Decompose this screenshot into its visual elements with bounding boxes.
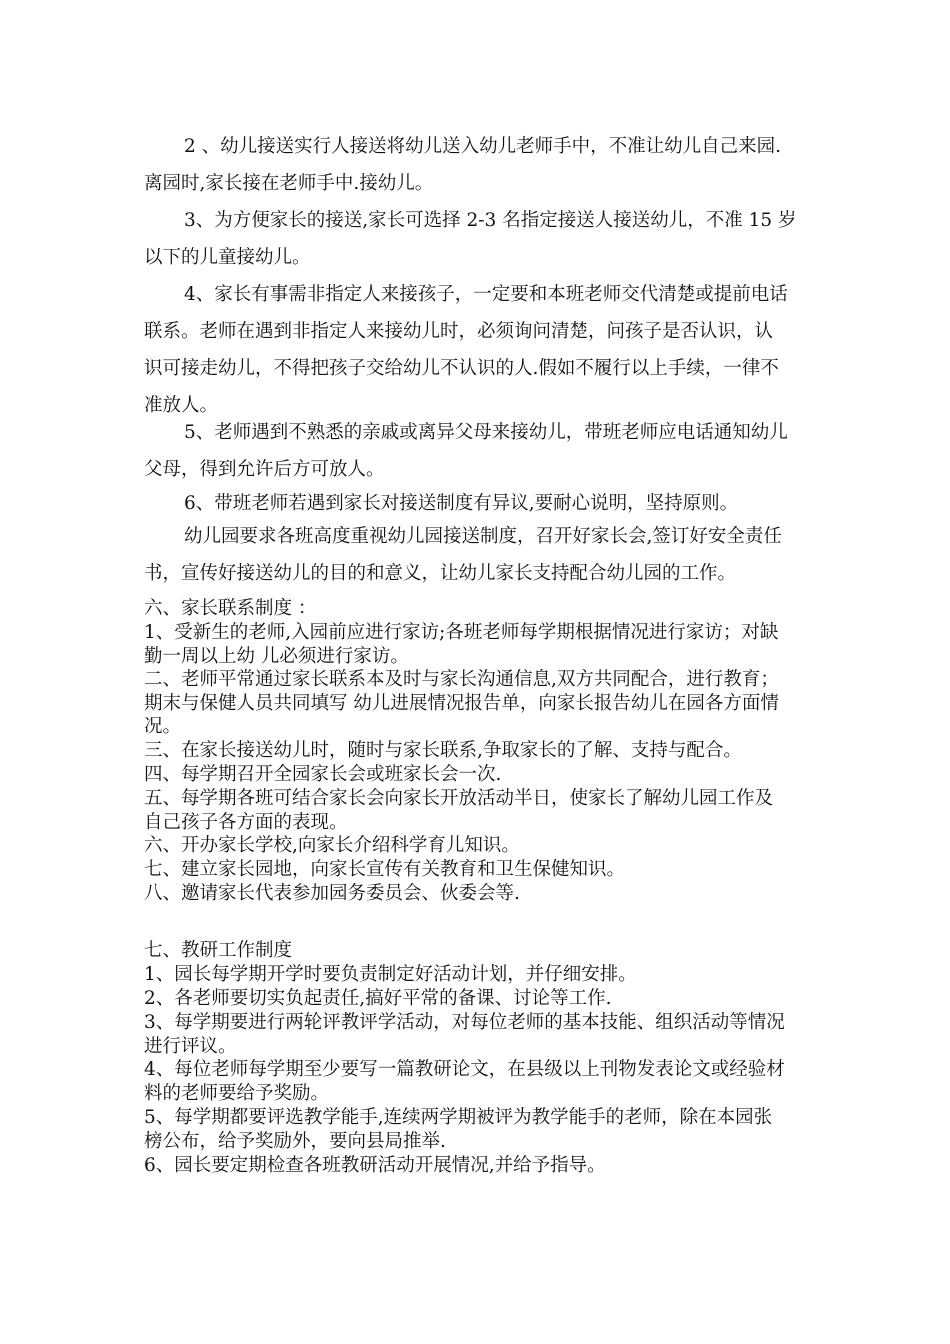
text-line: 五、每学期各班可结合家长会向家长开放活动半日，使家长了解幼儿园工作及 [144, 788, 774, 809]
parent-contact-item-6 [144, 834, 808, 858]
research-heading: 七、教研工作制度 [144, 940, 293, 961]
text-line: 况。 [144, 716, 182, 737]
text-line: 勤一周以上幼 儿必须进行家访。 [144, 645, 409, 667]
pickup-summary [144, 518, 808, 592]
parent-contact-item-2 [144, 668, 808, 739]
text-line: 2 、幼儿接送实行人接送将幼儿送入幼儿老师手中，不准让幼儿自己来园. [184, 136, 782, 157]
text-line: 5、每学期都要评选教学能手,连续两学期被评为教学能手的老师，除在本园张 [144, 1107, 773, 1128]
text-line: 联系。老师在遇到非指定人来接幼儿时，必须询问清楚，问孩子是否认识，认 [144, 321, 774, 342]
parent-contact-item-7 [144, 858, 808, 882]
text-line: 1、园长每学期开学时要负责制定好活动计划，并仔细安排。 [144, 964, 637, 985]
text-line: 识可接走幼儿，不得把孩子交给幼儿不认识的人.假如不履行以上手续，一律不 [144, 358, 779, 379]
text-line: 六、开办家长学校,向家长介绍科学育儿知识。 [144, 835, 520, 856]
text-line: 父母，得到允许后方可放人。 [144, 459, 385, 480]
text-line: 5、老师遇到不熟悉的亲戚或离异父母来接幼儿，带班老师应电话通知幼儿 [184, 422, 788, 443]
research-item-4 [144, 1058, 808, 1105]
pickup-rule-4 [144, 276, 808, 424]
text-line: 6、带班老师若遇到家长对接送制度有异议,要耐心说明，坚持原则。 [184, 493, 739, 514]
research-item-5 [144, 1106, 808, 1153]
text-line: 料的老师要给予奖励。 [144, 1082, 330, 1104]
parent-contact-item-5 [144, 787, 808, 834]
text-line: 榜公布，给予奖励外，要向县局推举. [144, 1130, 446, 1152]
parent-contact-item-1 [144, 621, 808, 668]
text-line: 进行评议。 [144, 1035, 237, 1057]
parent-contact-item-4 [144, 763, 808, 787]
research-item-2 [144, 987, 808, 1011]
text-line: 书，宣传好接送幼儿的目的和意义，让幼儿家长支持配合幼儿园的工作。 [144, 563, 737, 584]
text-line: 2、各老师要切实负起责任,搞好平常的备课、讨论等工作. [144, 988, 612, 1009]
text-line: 以下的儿童接幼儿。 [144, 247, 311, 268]
text-line: 6、园长要定期检查各班教研活动开展情况,并给予指导。 [144, 1155, 606, 1176]
text-line: 二、老师平常通过家长联系本及时与家长沟通信息,双方共同配合，进行教育； [144, 669, 779, 690]
pickup-rule-5 [144, 414, 808, 488]
text-line: 七、建立家长园地，向家长宣传有关教育和卫生保健知识。 [144, 859, 626, 880]
text-line: 三、在家长接送幼儿时，随时与家长联系,争取家长的了解、支持与配合。 [144, 740, 742, 761]
text-line: 四、每学期召开全园家长会或班家长会一次. [144, 764, 502, 785]
text-line: 4、家长有事需非指定人来接孩子，一定要和本班老师交代清楚或提前电话 [184, 284, 788, 305]
parent-contact-heading: 六、家长联系制度 ： [144, 598, 317, 619]
research-item-6 [144, 1154, 808, 1178]
text-line: 3、每学期要进行两轮评教评学活动，对每位老师的基本技能、组织活动等情况 [144, 1012, 785, 1033]
text-line: 3、为方便家长的接送,家长可选择 2-3 名指定接送人接送幼儿，不准 15 岁 [184, 210, 797, 231]
research-item-3 [144, 1011, 808, 1058]
text-line: 离园时,家长接在老师手中.接幼儿。 [144, 173, 434, 194]
pickup-rule-6 [144, 485, 808, 522]
pickup-rule-3 [144, 202, 808, 276]
research-item-1 [144, 963, 808, 987]
text-line: 幼儿园要求各班高度重视幼儿园接送制度，召开好家长会,签订好安全责任 [184, 526, 782, 547]
text-line: 八、邀请家长代表参加园务委员会、伙委会等. [144, 883, 520, 904]
text-line: 准放人。 [144, 395, 219, 416]
text-line: 自己孩子各方面的表现。 [144, 811, 348, 833]
pickup-rule-2 [144, 128, 808, 202]
parent-contact-item-8 [144, 882, 808, 906]
text-line: 1、受新生的老师,入园前应进行家访;各班老师每学期根据情况进行家访；对缺 [144, 622, 779, 643]
text-line: 4、每位老师每学期至少要写一篇教研论文，在县级以上刊物发表论文或经验材 [144, 1059, 785, 1080]
text-line: 期末与保健人员共同填写 幼儿进展情况报告单，向家长报告幼儿在园各方面情 [144, 692, 779, 714]
parent-contact-item-3 [144, 739, 808, 763]
